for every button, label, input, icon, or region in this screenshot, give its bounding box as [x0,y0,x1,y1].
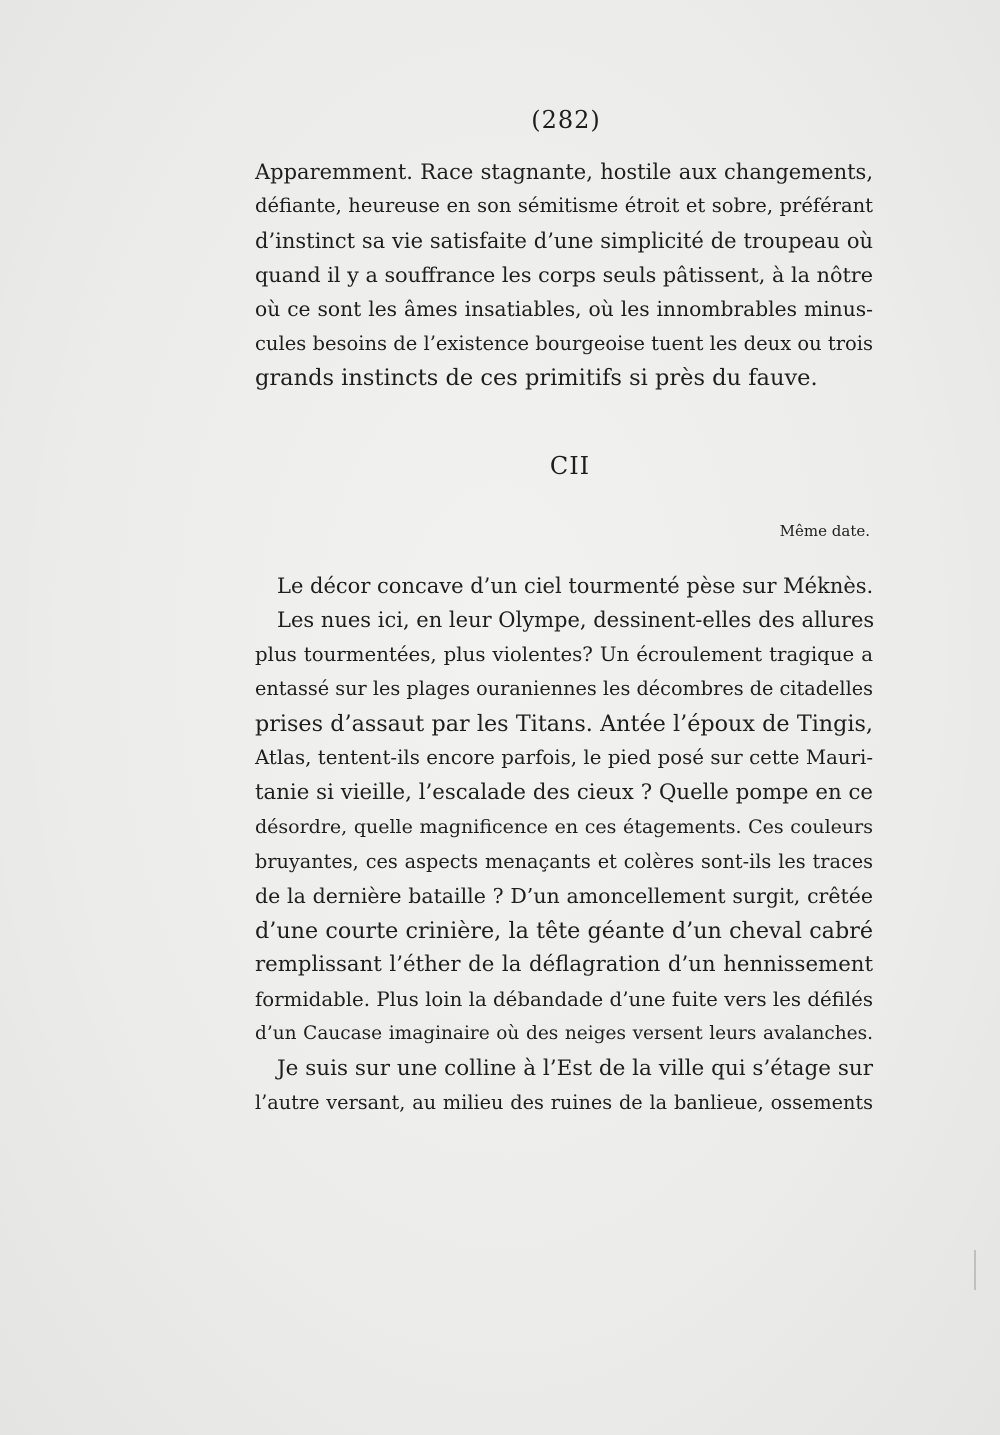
page-number: (282) [531,106,601,134]
paragraph-3-line-10: d’une courte crinière, la tête géante d’un cheval cabré [255,918,873,944]
paragraph-1-line-5: où ce sont les âmes insatiables, où les innombrables minus- [255,297,873,321]
paragraph-3-line-13: d’un Caucase imaginaire où des neiges versent leurs avalanches. [255,1023,873,1044]
section-date: Même date. [779,522,870,540]
paragraph-3-line-6: tanie si vieille, l’escalade des cieux ? Quelle pompe en ce [255,780,873,805]
paragraph-3-line-9: de la dernière bataille ? D’un amoncellement surgit, crêtée [255,884,873,908]
paragraph-1-line-1: Apparemment. Race stagnante, hostile aux changements, [255,160,873,184]
paragraph-3-line-4: prises d’assaut par les Titans. Antée l’époux de Tingis, [255,711,873,737]
paragraph-3-line-12: formidable. Plus loin la débandade d’une fuite vers les défilés [255,988,873,1011]
paragraph-4-line-2: l’autre versant, au milieu des ruines de la banlieue, ossements [255,1091,873,1114]
paragraph-3-line-2: plus tourmentées, plus violentes? Un écroulement tragique a [255,643,873,666]
paragraph-1-line-4: quand il y a souffrance les corps seuls pâtissent, à la nôtre [255,263,873,287]
paragraph-2-line-1: Le décor concave d’un ciel tourmenté pèse sur Méknès. [277,574,874,598]
paragraph-4-line-1: Je suis sur une colline à l’Est de la ville qui s’étage sur [277,1056,873,1081]
paragraph-3-line-7: désordre, quelle magnificence en ces étagements. Ces couleurs [255,816,873,838]
paragraph-1-line-3: d’instinct sa vie satisfaite d’une simplicité de troupeau où [255,229,873,253]
paragraph-3-line-1: Les nues ici, en leur Olympe, dessinent-elles des allures [277,608,875,632]
paragraph-3-line-8: bruyantes, ces aspects menaçants et colères sont-ils les traces [255,850,873,873]
paragraph-3-line-5: Atlas, tentent-ils encore parfois, le pied posé sur cette Mauri- [255,746,873,769]
paragraph-3-line-11: remplissant l’éther de la déflagration d’un hennissement [255,952,873,977]
paragraph-1-line-7: grands instincts de ces primitifs si près du fauve. [255,365,818,391]
page-edge-mark [974,1250,976,1290]
paragraph-1-line-6: cules besoins de l’existence bourgeoise tuent les deux ou trois [255,332,874,355]
paragraph-1-line-2: défiante, heureuse en son sémitisme étroit et sobre, préférant [255,194,873,217]
paragraph-3-line-3: entassé sur les plages ouraniennes les décombres de citadelles [255,677,873,700]
section-heading: CII [549,452,591,480]
